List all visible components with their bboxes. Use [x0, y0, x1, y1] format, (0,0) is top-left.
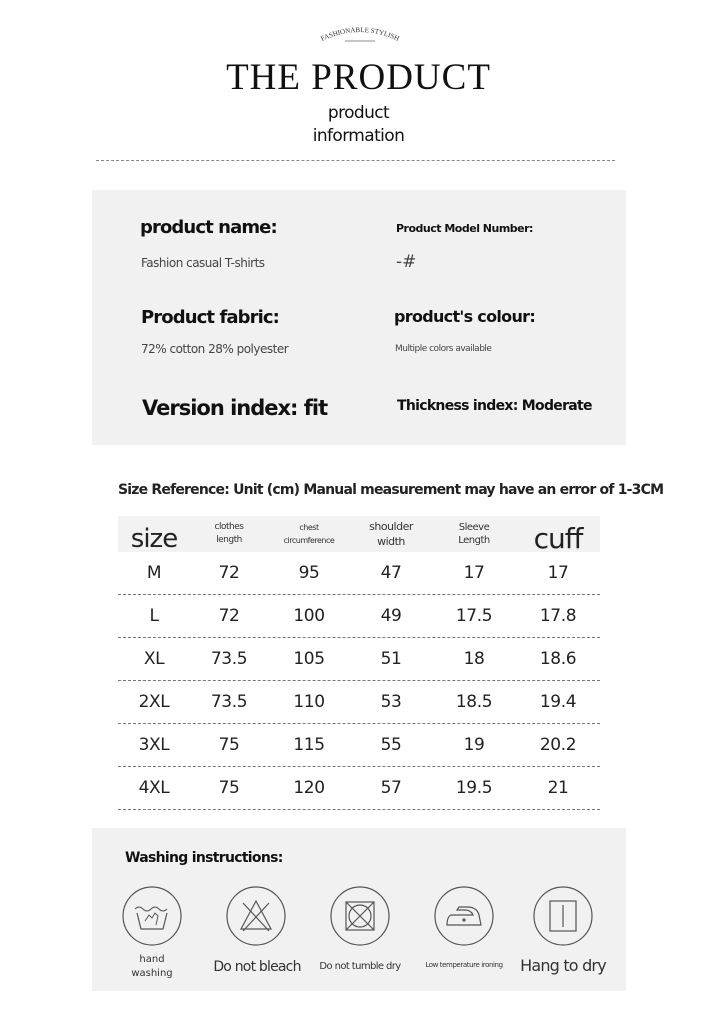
header-divider: [96, 160, 615, 161]
table-row: [118, 724, 600, 767]
table-cell: 75: [218, 735, 240, 755]
no-tumble-dry-icon: [329, 885, 391, 947]
subtitle-line-2: information: [312, 126, 405, 146]
table-cell: 17.8: [539, 606, 577, 626]
table-cell: L: [149, 606, 159, 626]
table-cell: 18: [463, 649, 485, 669]
hand-wash-label-line2: washing: [131, 968, 173, 979]
size-table-body: [118, 552, 600, 810]
table-cell: 3XL: [138, 735, 170, 755]
table-cell: 57: [380, 778, 402, 798]
table-cell: 17: [547, 563, 569, 583]
colour-label: product's colour:: [394, 307, 536, 326]
table-cell: 73.5: [210, 692, 248, 712]
no-tumble-dry-label: Do not tumble dry: [319, 961, 401, 972]
header-shoulder-line2: width: [377, 535, 405, 548]
table-cell: 120: [293, 778, 325, 798]
table-cell: 110: [293, 692, 325, 712]
table-cell: 95: [298, 563, 320, 583]
table-cell: 17.5: [455, 606, 493, 626]
table-cell: 55: [380, 735, 402, 755]
product-name-label: product name:: [140, 217, 277, 238]
hang-dry-icon: [532, 885, 594, 947]
header-cuff: [516, 520, 600, 556]
header-sleeve-line1: Sleeve: [458, 522, 490, 533]
no-bleach-label: Do not bleach: [213, 959, 301, 975]
header-clothes-length: [190, 516, 268, 552]
badge-text: FASHIONABLE STYLISH: [319, 25, 401, 43]
subtitle-line-1: product: [327, 103, 390, 123]
table-cell: 4XL: [138, 778, 170, 798]
colour-value: Multiple colors available: [395, 344, 492, 354]
hang-dry-label: Hang to dry: [520, 956, 606, 975]
table-cell: 51: [380, 649, 402, 669]
table-row: [118, 638, 600, 681]
size-table: [118, 516, 600, 810]
header-clothes-length-line1: clothes: [214, 522, 244, 532]
table-cell: 19: [463, 735, 485, 755]
header-sleeve-line2: Length: [458, 535, 490, 546]
header-shoulder-width: [350, 516, 432, 552]
table-cell: M: [146, 563, 162, 583]
header-shoulder-line1: shoulder: [369, 520, 413, 533]
page-title: THE PRODUCT: [226, 57, 491, 98]
table-cell: 115: [293, 735, 325, 755]
table-cell: 19.4: [539, 692, 577, 712]
table-cell: 100: [293, 606, 325, 626]
header-chest-line1: chest: [299, 523, 319, 532]
brand-badge: [300, 24, 420, 46]
header-clothes-length-line2: length: [216, 535, 242, 545]
hand-wash-label: [121, 953, 183, 981]
table-cell: 72: [218, 606, 240, 626]
washing-title: Washing instructions:: [125, 850, 283, 866]
washing-instructions-panel: [92, 828, 626, 991]
low-temp-iron-label: Low temperature ironing: [425, 961, 503, 969]
table-cell: XL: [143, 649, 165, 669]
thickness-index: Thickness index: Moderate: [397, 398, 592, 414]
table-cell: 49: [380, 606, 402, 626]
table-cell: 19.5: [455, 778, 493, 798]
product-name-value: Fashion casual T-shirts: [141, 256, 265, 270]
header-sleeve-length: [432, 516, 516, 552]
table-cell: 21: [547, 778, 569, 798]
table-cell: 105: [293, 649, 325, 669]
model-number-value: -#: [396, 252, 417, 272]
fabric-label: Product fabric:: [141, 307, 279, 328]
table-cell: 18.5: [455, 692, 493, 712]
table-cell: 20.2: [539, 735, 577, 755]
no-bleach-icon: [225, 885, 287, 947]
version-index: Version index: fit: [142, 396, 328, 420]
table-row: [118, 767, 600, 810]
table-cell: 72: [218, 563, 240, 583]
product-info-panel: [92, 190, 626, 445]
fabric-value: 72% cotton 28% polyester: [141, 342, 289, 356]
table-cell: 18.6: [539, 649, 577, 669]
table-row: [118, 681, 600, 724]
size-reference-note: Size Reference: Unit (cm) Manual measurement may have an error of 1-3CM: [118, 482, 664, 498]
header-size-text: size: [130, 524, 178, 554]
size-table-header: [118, 516, 600, 555]
header-cuff-text: cuff: [533, 521, 583, 555]
table-cell: 53: [380, 692, 402, 712]
table-cell: 17: [463, 563, 485, 583]
table-cell: 75: [218, 778, 240, 798]
hand-wash-icon: [121, 885, 183, 947]
hand-wash-label-line1: hand: [139, 954, 165, 965]
low-temp-iron-icon: [433, 885, 495, 947]
header-chest-line2: circumference: [283, 536, 335, 545]
table-row: [118, 595, 600, 638]
table-cell: 73.5: [210, 649, 248, 669]
table-cell: 2XL: [138, 692, 170, 712]
header-chest-circumference: [268, 516, 350, 552]
svg-text:FASHIONABLE STYLISH: [320, 26, 401, 43]
table-row: [118, 552, 600, 595]
model-number-label: Product Model Number:: [396, 222, 533, 235]
page-subtitle: [0, 102, 717, 148]
table-cell: 47: [380, 563, 402, 583]
